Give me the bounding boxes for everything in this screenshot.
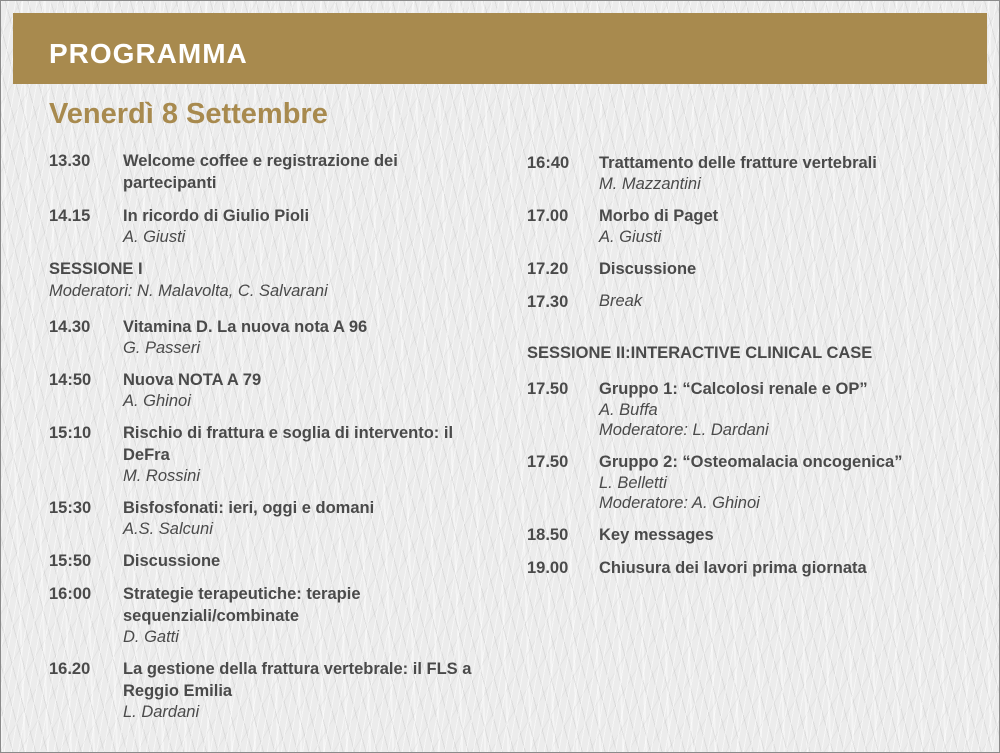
item-time: 15:10: [49, 424, 92, 442]
item-body: [123, 205, 489, 247]
item-speaker: G. Passeri: [123, 339, 201, 357]
item-title: Nuova NOTA A 79: [123, 371, 262, 389]
item-time: 16:40: [527, 154, 570, 172]
session-1-header: [49, 258, 489, 302]
item-time: 16.20: [49, 660, 91, 678]
schedule-item: [527, 378, 987, 440]
item-body: [599, 557, 987, 579]
item-speaker: M. Mazzantini: [599, 175, 701, 193]
item-body: [123, 422, 489, 486]
item-speaker: L. Dardani: [123, 703, 200, 721]
item-speaker: Break: [599, 292, 643, 310]
item-time: 14:50: [49, 371, 92, 389]
item-title: Vitamina D. La nuova nota A 96: [123, 318, 368, 336]
item-title: In ricordo di Giulio Pioli: [123, 207, 310, 225]
item-speaker: M. Rossini: [123, 467, 201, 485]
item-title: Gruppo 1: “Calcolosi renale e OP”: [599, 380, 868, 398]
item-body: [123, 150, 489, 194]
item-speaker: L. Belletti: [599, 474, 667, 492]
item-speaker: A. Buffa: [599, 401, 658, 419]
item-body: [123, 369, 489, 411]
item-speaker: A.S. Salcuni: [123, 520, 213, 538]
item-title: Discussione: [599, 260, 697, 278]
item-body: [123, 550, 489, 572]
schedule-item: [527, 205, 987, 247]
item-title: Discussione: [123, 552, 221, 570]
item-time: 14.15: [49, 207, 91, 225]
item-time: 15:30: [49, 499, 92, 517]
session-moderators: Moderatori: N. Malavolta, C. Salvarani: [49, 282, 328, 300]
session-title: SESSIONE II:INTERACTIVE CLINICAL CASE: [527, 344, 873, 362]
page-title: PROGRAMMA: [49, 38, 248, 69]
schedule-item: [49, 422, 489, 486]
item-speaker: A. Ghinoi: [123, 392, 191, 410]
item-title: Rischio di frattura e soglia di intervento: il DeFra: [123, 424, 454, 464]
item-body: [123, 316, 489, 358]
item-body: [599, 524, 987, 546]
schedule-item: [49, 658, 489, 722]
schedule-item: [49, 550, 489, 572]
item-time: 17.50: [527, 380, 569, 398]
item-speaker: A. Giusti: [123, 228, 186, 246]
item-body: [123, 583, 489, 647]
item-time: 18.50: [527, 526, 569, 544]
schedule-item: [49, 150, 489, 194]
item-body: [599, 258, 987, 280]
item-time: 17.50: [527, 453, 569, 471]
item-title: Key messages: [599, 526, 714, 544]
left-column: [49, 150, 489, 733]
item-time: 14.30: [49, 318, 91, 336]
item-title: Bisfosfonati: ieri, oggi e domani: [123, 499, 375, 517]
schedule-item: [527, 524, 987, 546]
header-bar: [13, 13, 987, 84]
schedule-item: [49, 205, 489, 247]
item-time: 17.20: [527, 260, 569, 278]
item-body: [123, 497, 489, 539]
day-title: Venerdì 8 Settembre: [49, 98, 328, 130]
schedule-item: [527, 152, 987, 194]
item-time: 17.00: [527, 207, 569, 225]
item-title: Trattamento delle fratture vertebrali: [599, 154, 877, 172]
schedule-item: [527, 557, 987, 579]
item-body: [123, 658, 489, 722]
item-time: 19.00: [527, 559, 569, 577]
schedule-item: [527, 291, 987, 313]
item-time: 17.30: [527, 293, 569, 311]
item-time: 15:50: [49, 552, 92, 570]
item-time: 13.30: [49, 152, 91, 170]
item-moderator: Moderatore: A. Ghinoi: [599, 494, 760, 512]
schedule-item: [49, 369, 489, 411]
item-title: Morbo di Paget: [599, 207, 719, 225]
item-title: Gruppo 2: “Osteomalacia oncogenica”: [599, 453, 903, 471]
schedule-item: [527, 258, 987, 280]
item-speaker: D. Gatti: [123, 628, 179, 646]
item-body: [599, 152, 987, 194]
item-speaker: A. Giusti: [599, 228, 662, 246]
item-body: [599, 451, 987, 513]
right-column: [527, 152, 987, 590]
schedule-item: [49, 497, 489, 539]
item-title: Chiusura dei lavori prima giornata: [599, 559, 867, 577]
item-moderator: Moderatore: L. Dardani: [599, 421, 769, 439]
schedule-item: [527, 451, 987, 513]
item-title: La gestione della frattura vertebrale: il FLS a Reggio Emilia: [123, 660, 472, 700]
schedule-item: [49, 316, 489, 358]
schedule-item: [49, 583, 489, 647]
item-title: Strategie terapeutiche: terapie sequenziali/combinate: [123, 585, 361, 625]
item-title: Welcome coffee e registrazione dei partecipanti: [123, 152, 398, 192]
session-2-header: [527, 342, 987, 364]
item-body: [599, 291, 987, 313]
session-title: SESSIONE I: [49, 260, 143, 278]
item-body: [599, 205, 987, 247]
item-body: [599, 378, 987, 440]
item-time: 16:00: [49, 585, 92, 603]
